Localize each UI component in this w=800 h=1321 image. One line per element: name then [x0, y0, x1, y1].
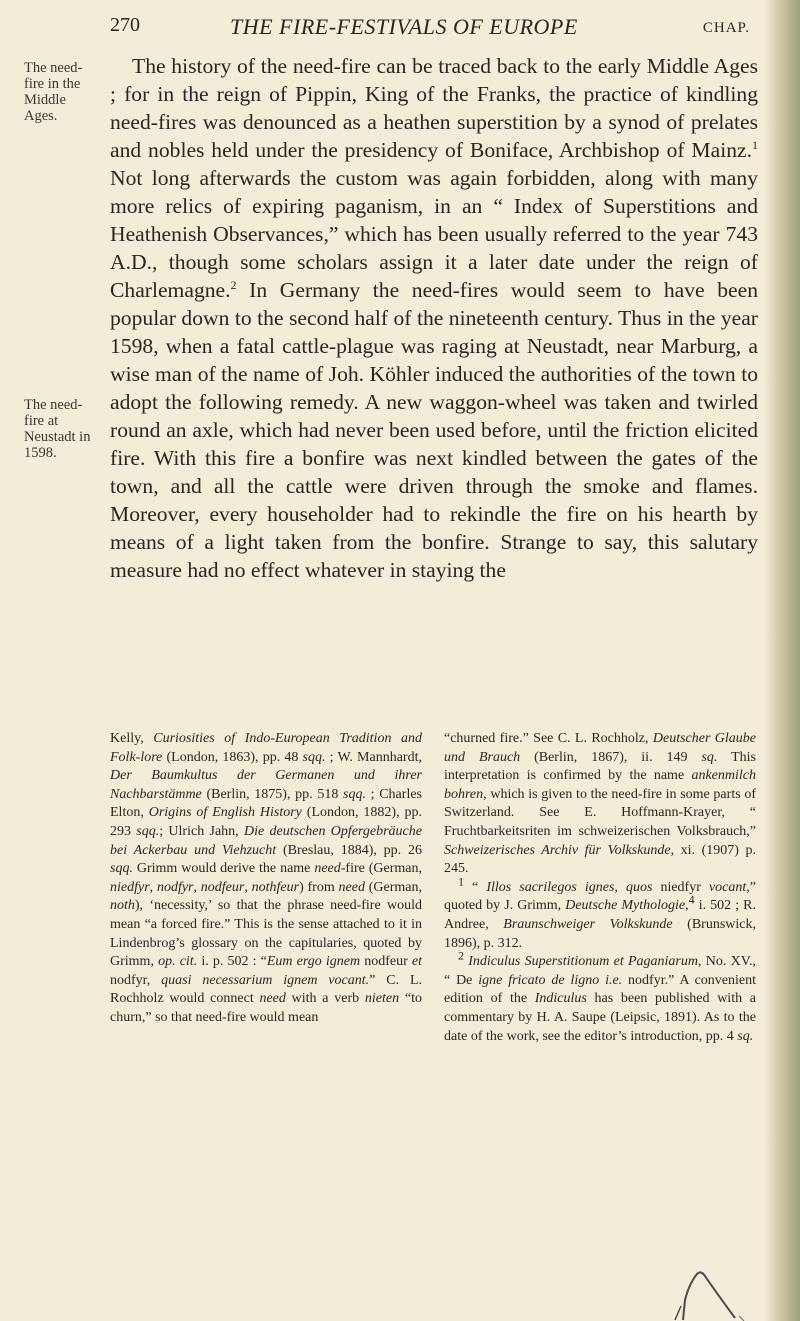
running-title: THE FIRE-FESTIVALS OF EUROPE [230, 14, 578, 39]
footnote-column-right [444, 730, 756, 1046]
margin-note-neustadt: The need-fire at Neustadt in 1598. [24, 397, 91, 461]
footnote-continuation: “churned fire.” See C. L. Rochholz, Deutscher Glaube und Brauch (Berlin, 1867), ii. 149 sq. This interpretation is confirmed by the name ankenmilch bohren, which is given to the need-fire in some parts of Switzerland. See E. Hoffmann-Krayer, “ Fruchtbarkeitsriten im schweizerischen Volksbrauch,” Schweizerisches Archiv für Volkskunde, xi. (1907) p. 245. [444, 731, 756, 877]
footnotes [110, 730, 758, 1240]
main-text-part: In Germany the need-fires would seem to have been popular down to the second half of the nineteenth century. Thus in the year 1598, when a fatal cattle-plague was raging at Neustadt, near Marburg, a wise man of the name of Joh. Köhler induced the authorities of the town to adopt the following remedy. A new waggon-wheel was taken and twirled round an axle, which had never been used before, until the friction elicited fire. With this fire a bonfire was next kindled between the gates of the town, and all the cattle were driven through the smoke and flames. Moreover, every householder had to rekindle the fire on his hearth by means of a light taken from the bonfire. Strange to say, this salutary measure had no effect whatever in staying the [110, 278, 758, 582]
era-abbrev: A.D. [110, 250, 152, 274]
chapter-abbrev: CHAP. [702, 20, 750, 36]
page-edge-shadow [764, 0, 800, 1321]
main-paragraph [110, 52, 758, 584]
page-number: 270 [110, 14, 140, 36]
margin-note-middle-ages: The need-fire in the Middle Ages. [24, 60, 83, 124]
footnote-column-left [110, 730, 422, 1028]
footnote-1: $^1$ “ Illos sacrilegos ignes, quos niedfyr vocant,” quoted by J. Grimm, Deutsche Mythologie,$^4$ i. 502 ; R. Andree, Braunschweiger Volkskunde (Brunswick, 1896), p. 312. [444, 874, 757, 951]
main-text-part: The history of the need-fire can be traced back to the early Middle Ages ; for in the reign of Pippin, King of the Franks, the practice of kindling need-fires was denounced as a heathen superstition by a synod of prelates and nobles held under the presidency of Boniface, Archbishop of Mainz. [110, 54, 758, 162]
footnote-2: $^2$ Indiculus Superstitionum et Paganiarum, No. XV., “ De igne fricato de ligno i.e. nodfyr.” A convenient edition of the Indiculus has been published with a commentary by H. A. Saupe (Leipsic, 1891). As to the date of the work, see the editor’s introduction, pp. 4 sq. [444, 948, 757, 1044]
library-stamp-mark [655, 1240, 745, 1321]
footnote-1-marker: 1 [458, 874, 464, 889]
footnote-ref-1: 1 [752, 137, 758, 152]
footnote-ref-2: 2 [230, 277, 237, 292]
footnote-2-marker: 2 [458, 948, 464, 963]
running-header [110, 8, 750, 48]
main-text-part: Not long afterwards the custom was again forbidden, along with many more relics of expiring paganism, in an “ Index of Superstitions and Heathenish Observances,” which has been usually referred to the year 743 [110, 166, 758, 246]
footnote-continuation: Kelly, Curiosities of Indo-European Tradition and Folk-lore (London, 1863), pp. 48 sqq. ; W. Mannhardt, Der Baumkultus der Germanen und ihrer Nachbarstämme (Berlin, 1875), pp. 518 sqq. ; Charles Elton, Origins of English History (London, 1882), pp. 293 sqq.; Ulrich Jahn, Die deutschen Opfergebräuche bei Ackerbau und Viehzucht (Breslau, 1884), pp. 26 sqq. Grimm would derive the name need-fire (German, niedfyr, nodfyr, nodfeur, nothfeur) from need (German, noth), ‘necessity,’ so that the phrase need-fire would mean “a forced fire.” This is the sense attached to it in Lindenbrog’s glossary on the capitularies, quoted by Grimm, op. cit. i. p. 502 : “Eum ergo ignem nodfeur et nodfyr, quasi necessarium ignem vocant.” C. L. Rochholz would connect need with a verb nieten “to churn,” so that need-fire would mean [110, 731, 423, 1025]
main-text-part: , though some scholars assign it a later date under the reign of Charlemagne. [110, 250, 758, 302]
